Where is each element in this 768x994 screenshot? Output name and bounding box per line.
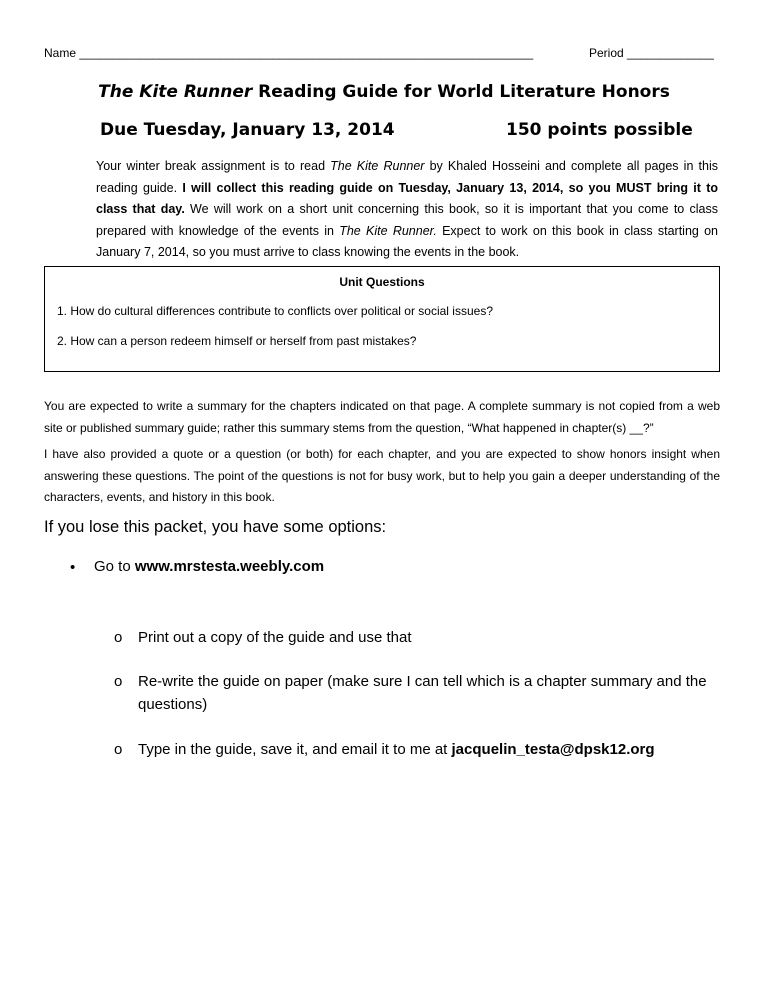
circle-bullet-icon: o xyxy=(114,629,123,646)
intro-text-4: Expect to work on this book in class starting on January 7, 2014, so you must arrive to class knowing the events in the book. xyxy=(96,223,719,259)
option-email-text xyxy=(138,738,734,761)
lose-packet-heading: If you lose this packet, you have some options: xyxy=(44,518,387,536)
unit-question-2: 2. How can a person redeem himself or herself from past mistakes? xyxy=(57,334,417,348)
intro-paragraph xyxy=(96,156,718,264)
points-possible: 150 points possible xyxy=(506,120,693,140)
bullet-icon: • xyxy=(70,559,76,576)
option-email-prefix: Type in the guide, save it, and email it to me at xyxy=(138,741,452,758)
website-link[interactable]: www.mrstesta.weebly.com xyxy=(134,558,325,575)
email-link[interactable]: jacquelin_testa@dpsk12.org xyxy=(451,741,655,758)
option-print-text: Print out a copy of the guide and use that xyxy=(138,629,412,646)
title-rest: Reading Guide for World Literature Honors xyxy=(252,82,670,102)
unit-questions-box xyxy=(44,266,720,372)
unit-questions-heading: Unit Questions xyxy=(339,275,425,289)
bullet-prefix: Go to xyxy=(94,558,135,575)
name-field: Name ____________________________________________________________________ xyxy=(44,46,534,60)
circle-bullet-icon: o xyxy=(114,741,123,758)
period-field: Period _____________ xyxy=(589,46,714,60)
option-rewrite-text: Re-write the guide on paper (make sure I can tell which is a chapter summary and the questions) xyxy=(138,673,707,713)
summary-paragraph: You are expected to write a summary for the chapters indicated on that page. A complete summary is not copied from a web site or published summary guide; rather this summary stems from the question, “What happened in chapter(s) __?” xyxy=(44,399,720,435)
intro-bold: I will collect this reading guide on Tuesday, January 13, 2014, so you MUST bring it to class that day. xyxy=(96,180,718,216)
intro-text-3: We will work on a short unit concerning this book, so it is important that you come to class prepared with knowledge of the events in xyxy=(96,202,718,238)
due-date: Due Tuesday, January 13, 2014 xyxy=(100,120,395,140)
intro-book-2: The Kite Runner. xyxy=(339,223,437,238)
title-book-name: The Kite Runner xyxy=(98,82,253,102)
page-title xyxy=(0,82,768,102)
intro-book-1: The Kite Runner xyxy=(330,159,425,173)
circle-bullet-icon: o xyxy=(114,673,123,690)
questions-paragraph: I have also provided a quote or a question (or both) for each chapter, and you are expected to show honors insight when answering these questions. The point of the questions is not for busy work, but to help you gain a deeper understanding of the characters, events, and history in this book. xyxy=(44,447,720,504)
unit-question-1: 1. How do cultural differences contribute to conflicts over political or social issues? xyxy=(57,304,493,318)
intro-text-1: Your winter break assignment is to read xyxy=(96,159,331,173)
intro-text-2: by Khaled Hosseini and complete all pages in this reading guide. xyxy=(96,159,718,195)
bullet-text xyxy=(94,558,324,575)
